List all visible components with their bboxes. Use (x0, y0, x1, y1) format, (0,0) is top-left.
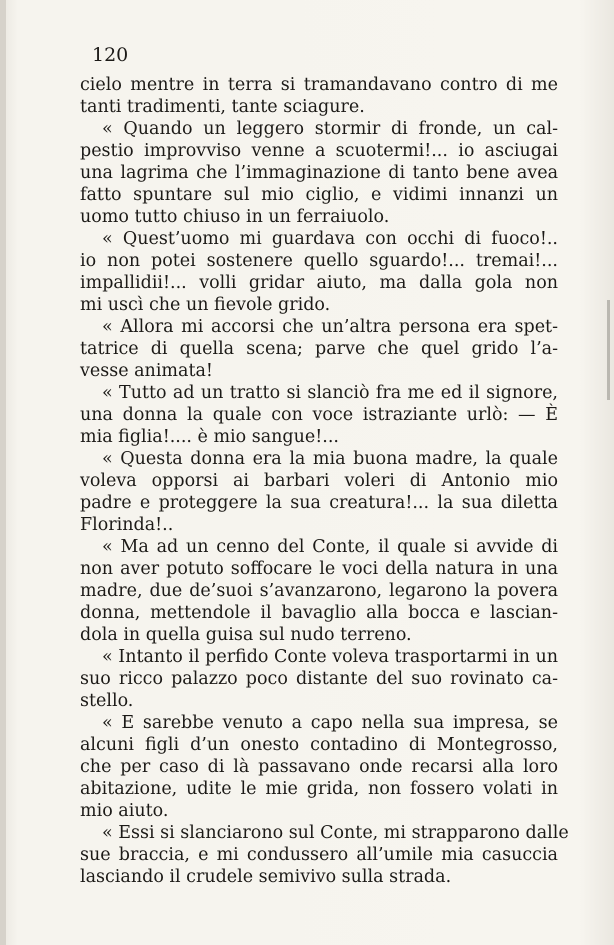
text-line: non aver potuto soffocare le voci della natura in una (80, 559, 558, 579)
text-line: una lagrima che l’immaginazione di tanto bene avea (80, 163, 558, 183)
text-line: « Quando un leggero stormir di fronde, un cal- (102, 119, 558, 139)
text-line: donna, mettendole il bavaglio alla bocca e lascian- (80, 603, 558, 623)
text-line: « Allora mi accorsi che un’altra persona era spet- (102, 317, 558, 337)
text-line: mi uscì che un fievole grido. (80, 295, 331, 315)
text-line: abitazione, udite le mie grida, non fossero volati in (80, 779, 558, 799)
text-line: mio aiuto. (80, 801, 169, 821)
text-line: tatrice di quella scena; parve che quel grido l’a- (80, 339, 558, 359)
text-line: alcuni figli d’un onesto contadino di Montegrosso, (80, 735, 558, 755)
body-text (80, 74, 569, 888)
text-line: « Quest’uomo mi guardava con occhi di fuoco!.. (102, 229, 558, 249)
text-line: « Questa donna era la mia buona madre, la quale (102, 449, 558, 469)
text-line: che per caso di là passavano onde recarsi alla loro (80, 757, 558, 777)
page-edge-shadow (607, 300, 610, 400)
text-line: madre, due de’suoi s’avanzarono, legarono la povera (80, 581, 558, 601)
text-line: pestio improvviso venne a scuotermi!... io asciugai (80, 141, 558, 161)
text-line: voleva opporsi ai barbari voleri di Antonio mio (80, 471, 558, 491)
text-line: sue braccia, e mi condussero all’umile mia casuccia (80, 845, 558, 865)
text-line: tanti tradimenti, tante sciagure. (80, 97, 365, 117)
page-binding-edge (0, 0, 6, 945)
text-line: « Tutto ad un tratto si slanciò fra me ed il signore, (102, 383, 558, 403)
text-line: cielo mentre in terra si tramandavano contro di me (80, 75, 558, 95)
text-line: dola in quella guisa sul nudo terreno. (80, 625, 412, 645)
text-line: « E sarebbe venuto a capo nella sua impresa, se (102, 713, 558, 733)
text-line: vesse animata! (80, 361, 213, 381)
text-line: lasciando il crudele semivivo sulla strada. (80, 867, 452, 887)
text-line: fatto spuntare sul mio ciglio, e vidimi innanzi un (80, 185, 558, 205)
text-line: padre e proteggere la sua creatura!... la sua diletta (80, 493, 558, 513)
text-line: « Intanto il perfido Conte voleva trasportarmi in un (102, 647, 558, 667)
page-number: 120 (92, 44, 129, 66)
text-line: una donna la quale con voce istraziante urlò: — È (80, 405, 558, 425)
text-line: « Ma ad un cenno del Conte, il quale si avvide di (102, 537, 558, 557)
text-line: suo ricco palazzo poco distante del suo rovinato ca- (80, 669, 558, 689)
text-line: uomo tutto chiuso in un ferraiuolo. (80, 207, 390, 227)
text-line: Florinda!.. (80, 515, 174, 535)
text-line: mia figlia!.... è mio sangue!... (80, 427, 339, 447)
text-line: impallidii!... volli gridar aiuto, ma dalla gola non (80, 273, 558, 293)
text-line: io non potei sostenere quello sguardo!... tremai!... (80, 251, 558, 271)
text-line: « Essi si slanciarono sul Conte, mi strapparono dalle (102, 823, 569, 843)
text-line: stello. (80, 691, 134, 711)
